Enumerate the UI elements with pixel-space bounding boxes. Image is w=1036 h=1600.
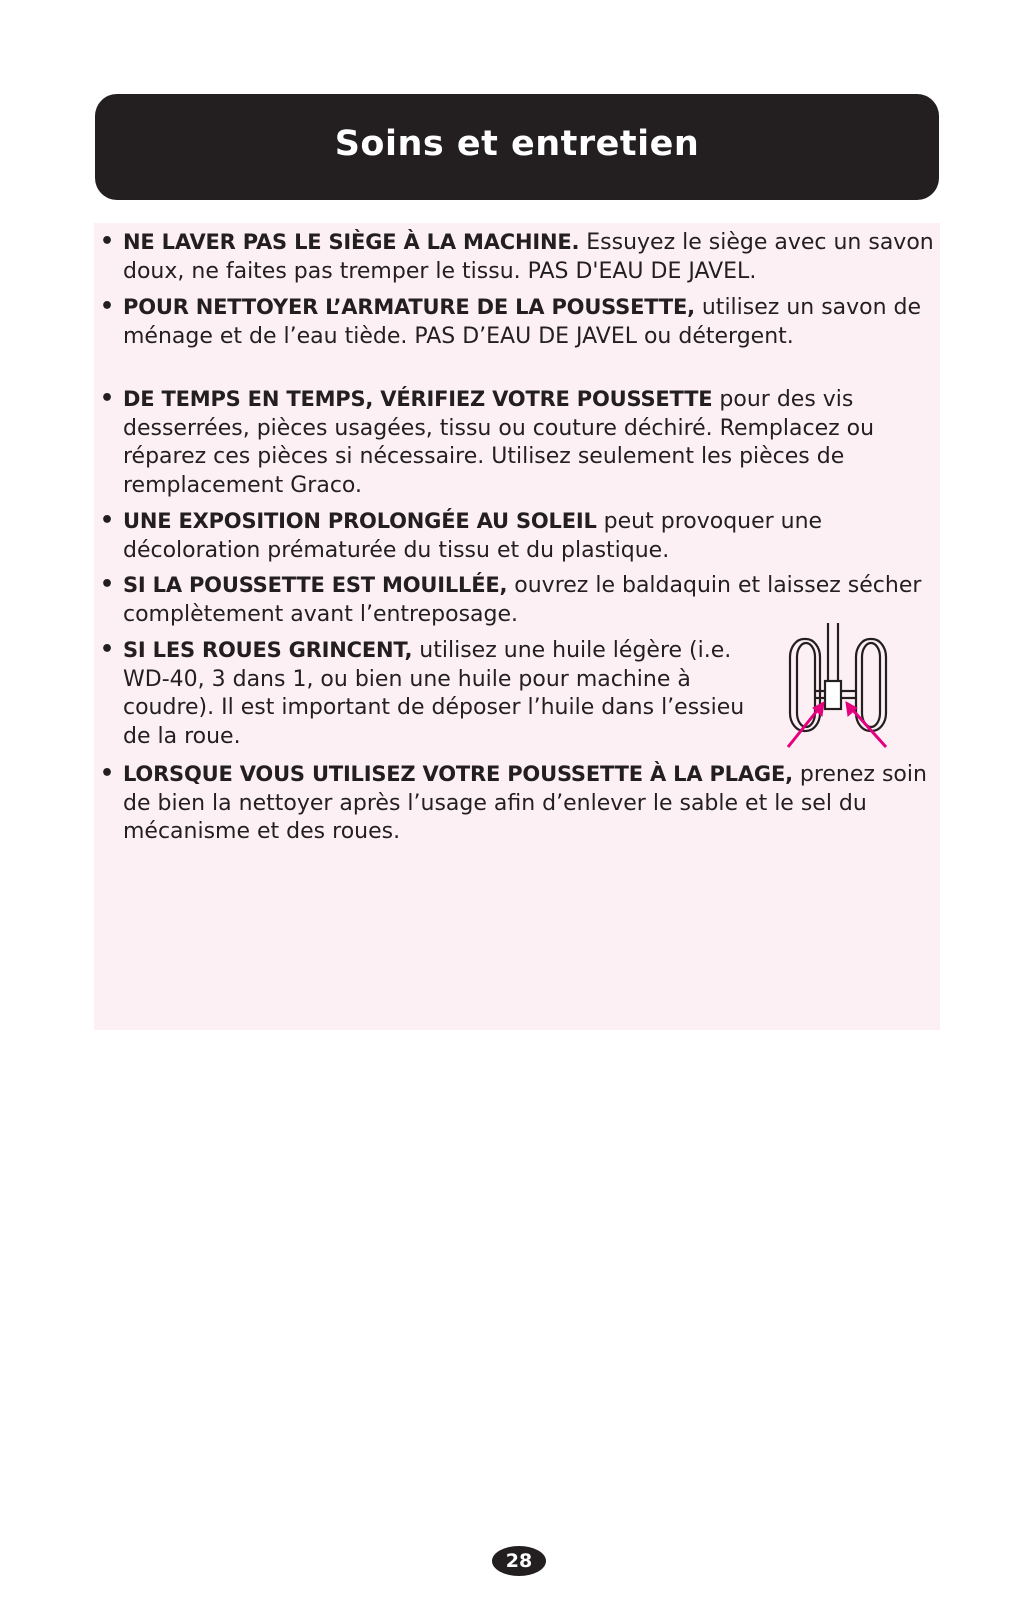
list-item-heading: POUR NETTOYER L’ARMATURE DE LA POUSSETTE, bbox=[123, 295, 695, 319]
list-item-heading: LORSQUE VOUS UTILISEZ VOTRE POUSSETTE À LA PLAGE, bbox=[123, 762, 793, 786]
list-item bbox=[100, 293, 936, 351]
list-item-text bbox=[123, 293, 936, 351]
page-number: 28 bbox=[505, 1550, 533, 1572]
list-item-text bbox=[123, 385, 936, 500]
section-header bbox=[95, 94, 939, 200]
list-item-heading: DE TEMPS EN TEMPS, VÉRIFIEZ VOTRE POUSSETTE bbox=[123, 387, 713, 411]
list-item bbox=[100, 507, 936, 565]
list-item bbox=[100, 636, 750, 751]
list-item-body: prenez soin de bien la nettoyer après l’usage afin d’enlever le sable et le sel du mécanisme et des roues. bbox=[123, 762, 927, 844]
list-item-text bbox=[123, 571, 936, 629]
page-number-badge bbox=[492, 1546, 546, 1576]
bullet-point: • bbox=[100, 761, 115, 786]
list-item-body: utilisez un savon de ménage et de l’eau tiède. PAS D’EAU DE JAVEL ou détergent. bbox=[123, 295, 922, 349]
left-wheel-icon bbox=[790, 639, 820, 731]
list-item-body: ouvrez le baldaquin et laissez sécher complètement avant l’entreposage. bbox=[123, 573, 922, 627]
bullet-point: • bbox=[100, 294, 115, 319]
stroller-wheel-axle-icon bbox=[784, 623, 914, 763]
bullet-point: • bbox=[100, 386, 115, 411]
list-item-heading: SI LA POUSSETTE EST MOUILLÉE, bbox=[123, 573, 508, 597]
list-item-body: pour des vis desserrées, pièces usagées, tissu ou couture déchiré. Remplacez ou réparez ces pièces si nécessaire. Utilisez seulement les pièces de remplacement Graco. bbox=[123, 387, 875, 498]
list-item-text bbox=[123, 507, 936, 565]
list-item bbox=[100, 571, 936, 629]
bullet-point: • bbox=[100, 229, 115, 254]
list-item-text bbox=[123, 636, 750, 751]
list-item bbox=[100, 228, 936, 286]
care-instructions-panel bbox=[94, 223, 940, 1030]
list-item-text bbox=[123, 760, 936, 847]
bullet-point: • bbox=[100, 572, 115, 597]
list-item-body: peut provoquer une décoloration prématurée du tissu et du plastique. bbox=[123, 509, 823, 563]
page-title: Soins et entretien bbox=[334, 124, 700, 164]
list-item bbox=[100, 760, 936, 847]
list-item-heading: SI LES ROUES GRINCENT, bbox=[123, 638, 413, 662]
list-item-text bbox=[123, 228, 936, 286]
list-item-body: Essuyez le siège avec un savon doux, ne faites pas tremper le tissu. PAS D'EAU DE JAVEL. bbox=[123, 230, 934, 284]
list-item-heading: UNE EXPOSITION PROLONGÉE AU SOLEIL bbox=[123, 509, 597, 533]
list-item-heading: NE LAVER PAS LE SIÈGE À LA MACHINE. bbox=[123, 230, 580, 254]
list-item-body: utilisez une huile légère (i.e. WD-40, 3 dans 1, ou bien une huile pour machine à coudre). Il est important de déposer l’huile dans l’essieu de la roue. bbox=[123, 638, 745, 749]
list-item bbox=[100, 385, 936, 500]
bullet-point: • bbox=[100, 637, 115, 662]
bullet-point: • bbox=[100, 508, 115, 533]
